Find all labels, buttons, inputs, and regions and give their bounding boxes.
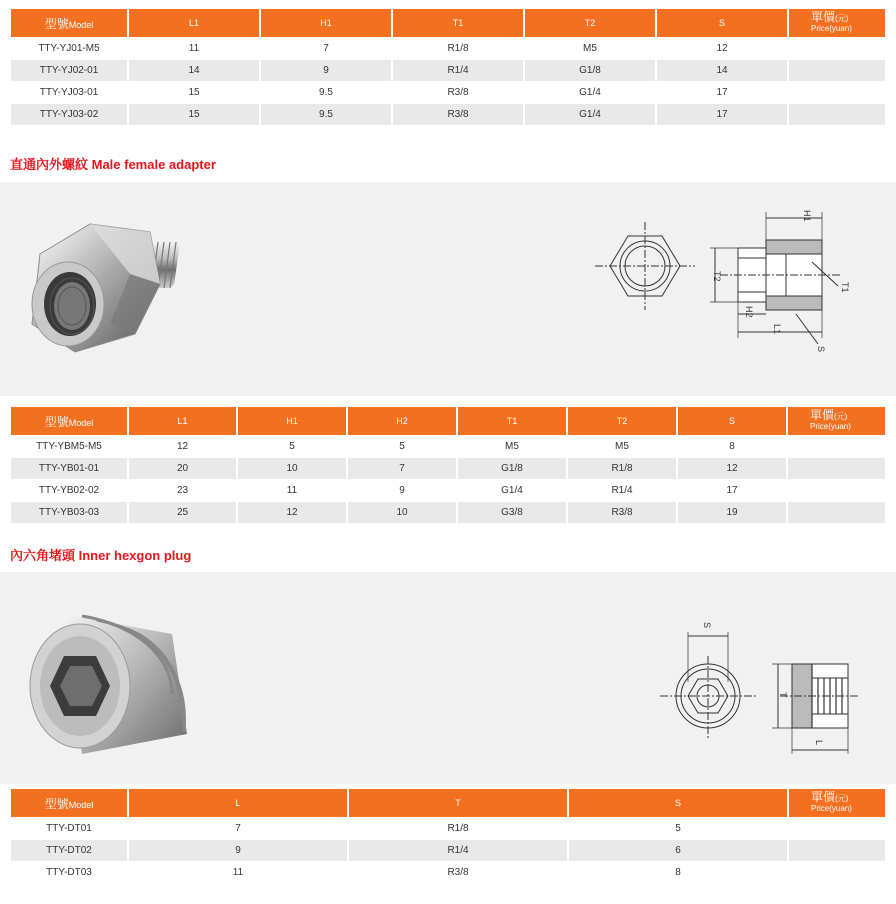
spec-cell: G1/4 xyxy=(458,480,566,501)
model-cell: TTY-YJ03-02 xyxy=(11,104,127,125)
spec-table-dt xyxy=(9,788,887,884)
header-s: S xyxy=(657,9,787,37)
adapter-photo xyxy=(20,214,220,374)
spec-cell: 17 xyxy=(657,82,787,103)
adapter-technical-drawing xyxy=(590,202,880,372)
model-cell: TTY-DT02 xyxy=(11,840,127,861)
spec-cell: 23 xyxy=(129,480,236,501)
spec-cell: R1/4 xyxy=(349,840,567,861)
header-model: 型號Model xyxy=(11,789,127,817)
spec-cell: 20 xyxy=(129,458,236,479)
spec-cell: 11 xyxy=(238,480,346,501)
spec-cell: G1/8 xyxy=(525,60,655,81)
dim-label-h2: H2 xyxy=(744,306,754,318)
dim-label-s: S xyxy=(816,346,826,353)
header-l1: L1 xyxy=(129,407,236,435)
spec-cell: R3/8 xyxy=(393,82,523,103)
spec-cell: M5 xyxy=(458,436,566,457)
model-cell: TTY-DT03 xyxy=(11,862,127,883)
spec-cell: 19 xyxy=(678,502,786,523)
spec-cell: G3/8 xyxy=(458,502,566,523)
header-t1: T1 xyxy=(458,407,566,435)
price-cell xyxy=(789,862,885,883)
spec-cell: 9 xyxy=(348,480,456,501)
price-cell xyxy=(788,436,885,457)
section-title-plug: 內六角堵頭 Inner hexgon plug xyxy=(10,548,192,563)
price-cell xyxy=(789,82,885,103)
price-cell xyxy=(789,60,885,81)
header-t2: T2 xyxy=(525,9,655,37)
price-cell xyxy=(788,480,885,501)
header-l1: L1 xyxy=(129,9,259,37)
spec-cell: 5 xyxy=(569,818,787,839)
spec-cell: R1/8 xyxy=(393,38,523,59)
spec-cell: 12 xyxy=(657,38,787,59)
spec-cell: G1/4 xyxy=(525,82,655,103)
spec-cell: R1/4 xyxy=(393,60,523,81)
spec-cell: 9.5 xyxy=(261,82,391,103)
table-header-row xyxy=(11,789,885,817)
spec-cell: 14 xyxy=(657,60,787,81)
dim-label-l: L xyxy=(814,740,824,746)
model-cell: TTY-YB01-01 xyxy=(11,458,127,479)
price-cell xyxy=(788,502,885,523)
price-cell xyxy=(789,840,885,861)
spec-cell: 15 xyxy=(129,104,259,125)
spec-cell: 10 xyxy=(238,458,346,479)
header-t: T xyxy=(349,789,567,817)
spec-cell: G1/4 xyxy=(525,104,655,125)
model-cell: TTY-YJ02-01 xyxy=(11,60,127,81)
header-s: S xyxy=(569,789,787,817)
price-cell xyxy=(788,458,885,479)
table-row xyxy=(11,60,885,81)
header-price: 單價(元) Price(yuan) xyxy=(788,407,885,435)
spec-cell: 17 xyxy=(657,104,787,125)
spec-cell: M5 xyxy=(568,436,676,457)
dim-label-t2: T2 xyxy=(712,271,722,282)
section-title-adapter: 直通內外螺紋 Male female adapter xyxy=(10,157,216,172)
table-row xyxy=(11,38,885,59)
header-t1: T1 xyxy=(393,9,523,37)
dim-label-h1: H1 xyxy=(802,210,812,222)
spec-cell: G1/8 xyxy=(458,458,566,479)
spec-cell: R1/8 xyxy=(349,818,567,839)
spec-cell: 10 xyxy=(348,502,456,523)
product-band-adapter xyxy=(0,182,896,396)
dim-label-l1: L1 xyxy=(772,324,782,335)
plug-photo xyxy=(22,594,202,764)
table-row xyxy=(11,480,885,501)
spec-table-yj xyxy=(9,8,887,126)
table-row xyxy=(11,436,885,457)
price-cell xyxy=(789,818,885,839)
price-cell xyxy=(789,104,885,125)
spec-cell: 9.5 xyxy=(261,104,391,125)
header-model: 型號Model xyxy=(11,9,127,37)
spec-cell: 12 xyxy=(678,458,786,479)
header-price: 單價(元) Price(yuan) xyxy=(789,9,885,37)
spec-cell: 9 xyxy=(261,60,391,81)
spec-cell: 12 xyxy=(238,502,346,523)
table-row xyxy=(11,104,885,125)
header-h2: H2 xyxy=(348,407,456,435)
spec-cell: 7 xyxy=(348,458,456,479)
spec-cell: 11 xyxy=(129,38,259,59)
product-band-plug xyxy=(0,572,896,784)
spec-cell: R3/8 xyxy=(393,104,523,125)
header-l: L xyxy=(129,789,347,817)
model-cell: TTY-YBM5-M5 xyxy=(11,436,127,457)
spec-cell: R1/4 xyxy=(568,480,676,501)
plug-technical-drawing xyxy=(660,602,880,772)
spec-cell: 14 xyxy=(129,60,259,81)
spec-cell: M5 xyxy=(525,38,655,59)
price-cell xyxy=(789,38,885,59)
model-cell: TTY-DT01 xyxy=(11,818,127,839)
header-t2: T2 xyxy=(568,407,676,435)
header-model: 型號Model xyxy=(11,407,127,435)
spec-cell: 8 xyxy=(569,862,787,883)
spec-cell: 15 xyxy=(129,82,259,103)
model-cell: TTY-YB02-02 xyxy=(11,480,127,501)
spec-cell: 7 xyxy=(261,38,391,59)
model-cell: TTY-YB03-03 xyxy=(11,502,127,523)
spec-cell: 11 xyxy=(129,862,347,883)
header-h1: H1 xyxy=(261,9,391,37)
spec-cell: R3/8 xyxy=(568,502,676,523)
spec-cell: 25 xyxy=(129,502,236,523)
spec-cell: R3/8 xyxy=(349,862,567,883)
table-row xyxy=(11,82,885,103)
spec-cell: 7 xyxy=(129,818,347,839)
header-s: S xyxy=(678,407,786,435)
dim-label-t: T xyxy=(778,692,788,698)
header-price: 單價(元) Price(yuan) xyxy=(789,789,885,817)
table-row xyxy=(11,502,885,523)
spec-cell: 8 xyxy=(678,436,786,457)
spec-cell: 5 xyxy=(238,436,346,457)
table-row xyxy=(11,840,885,861)
model-cell: TTY-YJ03-01 xyxy=(11,82,127,103)
spec-cell: 9 xyxy=(129,840,347,861)
header-h1: H1 xyxy=(238,407,346,435)
table-header-row xyxy=(11,9,885,37)
table-header-row xyxy=(11,407,885,435)
spec-cell: 17 xyxy=(678,480,786,501)
spec-cell: 6 xyxy=(569,840,787,861)
spec-cell: 5 xyxy=(348,436,456,457)
dim-label-s: S xyxy=(702,622,712,629)
table-row xyxy=(11,862,885,883)
spec-cell: 12 xyxy=(129,436,236,457)
table-row xyxy=(11,458,885,479)
spec-cell: R1/8 xyxy=(568,458,676,479)
table-row xyxy=(11,818,885,839)
spec-table-yb xyxy=(9,406,887,524)
model-cell: TTY-YJ01-M5 xyxy=(11,38,127,59)
dim-label-t1: T1 xyxy=(840,282,850,293)
